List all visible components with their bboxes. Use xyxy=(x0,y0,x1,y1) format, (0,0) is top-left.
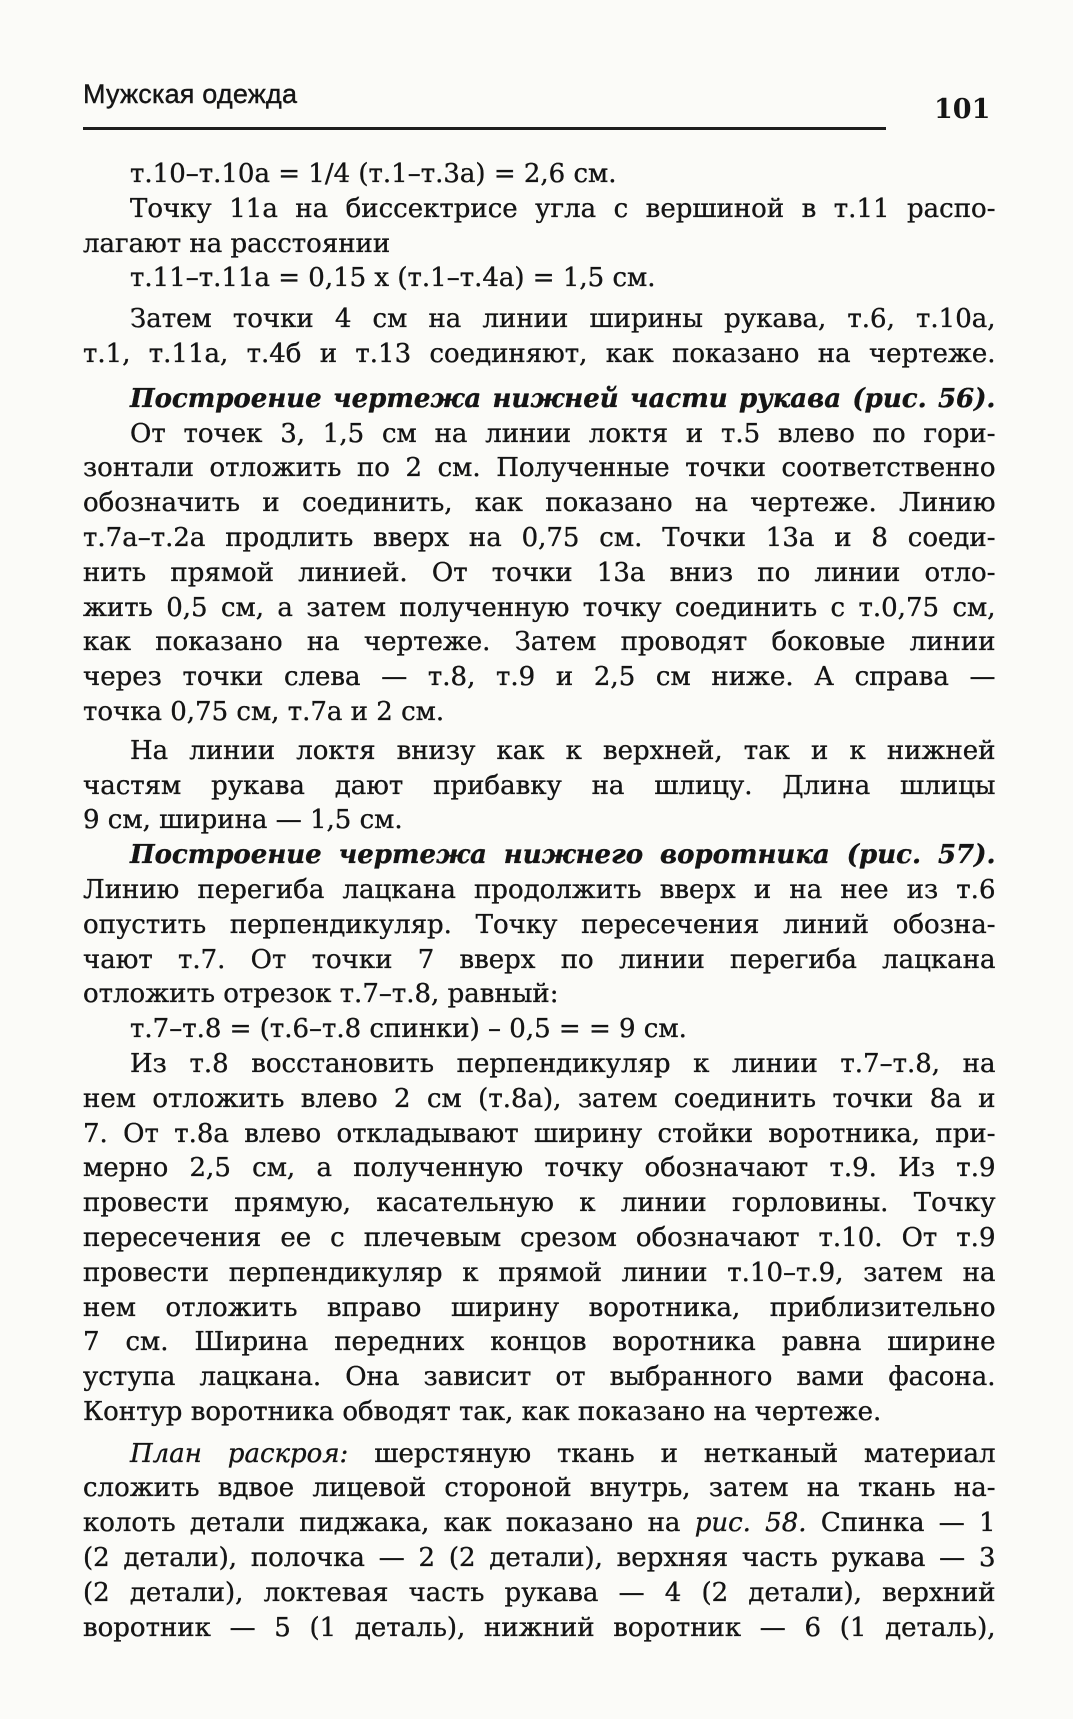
line-text: частям рукава дают прибавку на шлицу. Длина шлицы xyxy=(83,770,996,801)
paragraph xyxy=(83,1437,996,1646)
line-segment: колоть детали пиджака, как показано на xyxy=(83,1508,681,1539)
text-line xyxy=(83,943,996,978)
line-text: (2 детали), полочка — 2 (2 детали), верхняя часть рукава — 3 xyxy=(83,1543,996,1574)
paragraph xyxy=(83,192,996,262)
line-text: опустить перпендикуляр. Точку пересечения линий обозна- xyxy=(83,909,996,940)
body-text xyxy=(83,157,996,1645)
text-line xyxy=(83,1186,996,1221)
text-line xyxy=(83,660,996,695)
text-line xyxy=(83,1506,996,1541)
paragraph xyxy=(83,417,996,730)
line-text: сложить вдвое лицевой стороной внутрь, затем на ткань на- xyxy=(83,1473,996,1504)
line-text: чают т.7. От точки 7 вверх по линии перегиба лацкана xyxy=(83,944,996,975)
line-text: жить 0,5 см, а затем полученную точку соединить с т.0,75 см, xyxy=(83,592,996,623)
text-line xyxy=(83,695,996,730)
text-line xyxy=(83,1395,996,1430)
line-text: уступа лацкана. Она зависит от выбранного вами фасона. xyxy=(83,1362,996,1393)
text-line xyxy=(83,337,996,372)
formula xyxy=(83,157,996,192)
line-text: Линию перегиба лацкана продолжить вверх и на нее из т.6 xyxy=(83,874,996,905)
section-heading-block xyxy=(83,382,996,417)
line-text: пересечения ее с плечевым срезом обозначают т.10. От т.9 xyxy=(83,1222,996,1253)
text-line xyxy=(83,486,996,521)
text-line xyxy=(83,977,996,1012)
text-line xyxy=(83,1576,996,1611)
text-line xyxy=(83,521,996,556)
figure-reference: рис. 58. xyxy=(694,1508,807,1539)
line-text: Из т.8 восстановить перпендикуляр к линии т.7–т.8, на xyxy=(130,1048,996,1079)
text-line xyxy=(83,1117,996,1152)
text-line xyxy=(83,1151,996,1186)
text-line xyxy=(83,734,996,769)
section-heading-block xyxy=(83,838,996,873)
formula xyxy=(83,1012,996,1047)
line-text: т.10–т.10а = 1/4 (т.1–т.3а) = 2,6 см. xyxy=(130,159,617,189)
line-text: нем отложить вправо ширину воротника, приблизительно xyxy=(83,1292,996,1323)
line-segment: Спинка — 1 xyxy=(820,1508,996,1539)
text-line xyxy=(83,1256,996,1291)
section-heading xyxy=(83,838,996,873)
line-text: мерно 2,5 см, а полученную точку обозначают т.9. Из т.9 xyxy=(83,1153,996,1184)
line-text: Точку 11а на биссектрисе угла с вершиной в т.11 распо- xyxy=(130,193,996,224)
line-text: 7 см. Ширина передних концов воротника равна ширине xyxy=(83,1327,996,1358)
line-text: (2 детали), локтевая часть рукава — 4 (2 детали), верхний xyxy=(83,1577,996,1608)
heading-text: Построение чертежа нижней части рукава (рис. 56). xyxy=(130,383,996,414)
text-line xyxy=(83,1541,996,1576)
text-line xyxy=(83,1611,996,1646)
text-line xyxy=(83,1047,996,1082)
line-text: обозначить и соединить, как показано на чертеже. Линию xyxy=(83,488,996,519)
text-line xyxy=(83,1471,996,1506)
text-line xyxy=(83,1325,996,1360)
line-text: Контур воротника обводят так, как показано на чертеже. xyxy=(83,1396,882,1427)
text-line xyxy=(83,625,996,660)
text-line xyxy=(83,908,996,943)
text-line xyxy=(83,591,996,626)
text-line xyxy=(83,192,996,227)
line-text: т.1, т.11а, т.4б и т.13 соединяют, как показано на чертеже. xyxy=(83,338,996,369)
line-text: Затем точки 4 см на линии ширины рукава, т.6, т.10а, xyxy=(130,304,996,335)
line-text: провести перпендикуляр к прямой линии т.10–т.9, затем на xyxy=(83,1257,996,1288)
line-text xyxy=(130,1437,996,1472)
text-line xyxy=(83,1291,996,1326)
text-line xyxy=(83,417,996,452)
line-text: как показано на чертеже. Затем проводят боковые линии xyxy=(83,627,996,658)
text-line xyxy=(83,227,996,262)
text-line xyxy=(83,556,996,591)
text-line xyxy=(83,873,996,908)
line-text: точка 0,75 см, т.7а и 2 см. xyxy=(83,696,445,727)
line-segment: шерстяную ткань и нетканый материал xyxy=(374,1438,996,1469)
italic-lead-in: План раскроя: xyxy=(130,1438,349,1469)
text-line xyxy=(83,1360,996,1395)
line-text: т.7а–т.2а продлить вверх на 0,75 см. Точки 13а и 8 соеди- xyxy=(83,522,996,553)
line-text: воротник — 5 (1 деталь), нижний воротник — 6 (1 деталь), xyxy=(83,1612,996,1643)
paragraph xyxy=(83,1047,996,1430)
formula-line xyxy=(83,157,996,192)
line-text: На линии локтя внизу как к верхней, так и к нижней xyxy=(130,735,996,766)
line-text: зонтали отложить по 2 см. Полученные точки соответственно xyxy=(83,453,996,484)
header-rule xyxy=(83,127,886,130)
text-line xyxy=(83,769,996,804)
line-text xyxy=(83,1506,996,1541)
paragraph xyxy=(83,873,996,1012)
running-header-title: Мужская одежда xyxy=(83,79,298,109)
line-text: 7. От т.8а влево откладывают ширину стойки воротника, при- xyxy=(83,1118,996,1149)
text-line xyxy=(83,1221,996,1256)
text-line xyxy=(83,1437,996,1472)
text-line xyxy=(83,1082,996,1117)
line-text: отложить отрезок т.7–т.8, равный: xyxy=(83,979,559,1010)
text-line xyxy=(83,302,996,337)
text-line xyxy=(83,803,996,838)
line-text: 9 см, ширина — 1,5 см. xyxy=(83,805,403,836)
formula xyxy=(83,261,996,296)
line-text: нем отложить влево 2 см (т.8а), затем соединить точки 8а и xyxy=(83,1083,996,1114)
page-number: 101 xyxy=(934,94,991,125)
line-text: через точки слева — т.8, т.9 и 2,5 см ниже. А справа — xyxy=(83,662,996,693)
section-heading xyxy=(83,382,996,417)
line-text: нить прямой линией. От точки 13а вниз по линии отло- xyxy=(83,557,996,588)
formula-line xyxy=(83,1012,996,1047)
line-text: От точек 3, 1,5 см на линии локтя и т.5 влево по гори- xyxy=(130,418,996,449)
line-text: т.11–т.11а = 0,15 х (т.1–т.4а) = 1,5 см. xyxy=(130,263,656,294)
line-text: провести прямую, касательную к линии горловины. Точку xyxy=(83,1188,996,1219)
line-text: лагают на расстоянии xyxy=(83,228,391,259)
paragraph xyxy=(83,734,996,838)
heading-text: Построение чертежа нижнего воротника (рис. 57). xyxy=(130,840,996,871)
paragraph xyxy=(83,302,996,372)
line-text: т.7–т.8 = (т.6–т.8 спинки) – 0,5 = = 9 см. xyxy=(130,1014,687,1045)
text-line xyxy=(83,451,996,486)
formula-line xyxy=(83,261,996,296)
